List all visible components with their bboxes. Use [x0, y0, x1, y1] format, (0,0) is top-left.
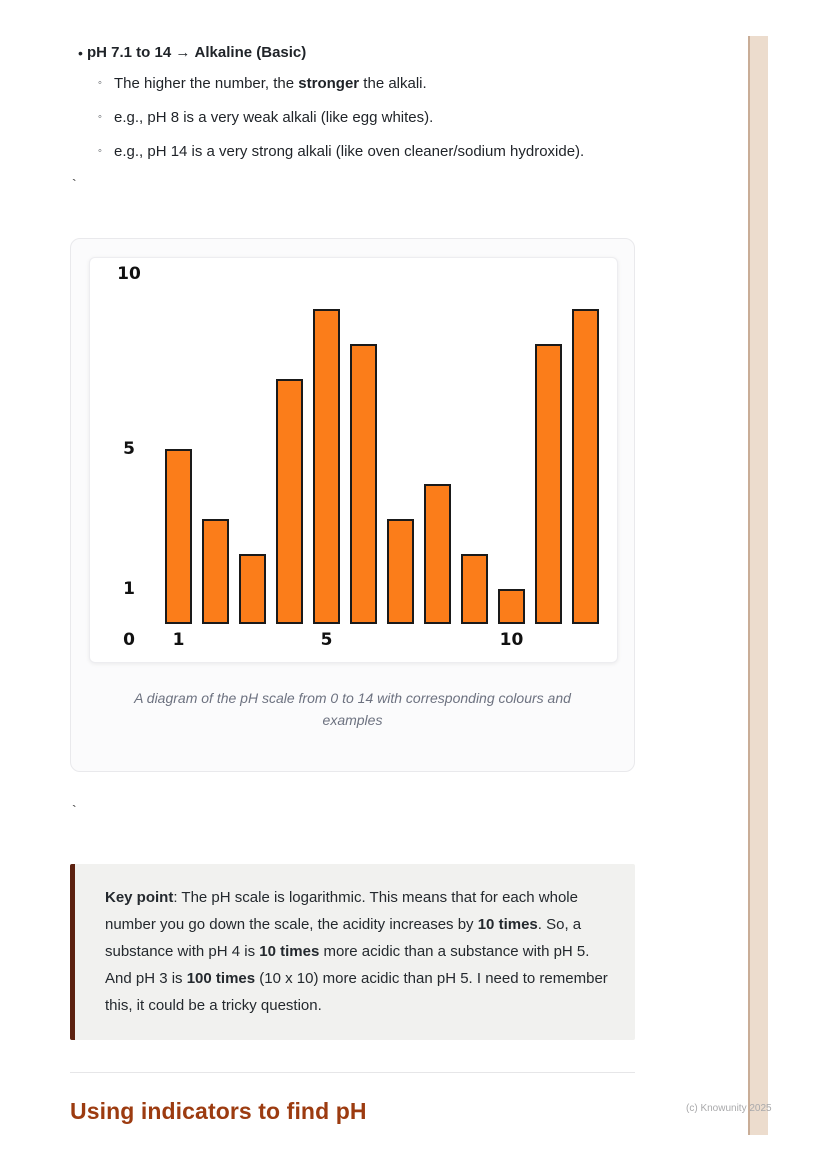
- stray-backtick: `: [72, 802, 77, 818]
- sub-bullet-list: [70, 74, 635, 161]
- bar: [461, 554, 488, 624]
- y-tick-label: 1: [123, 579, 135, 599]
- bold-text: Key point: [105, 889, 174, 906]
- bar-chart: [105, 264, 604, 654]
- bar: [498, 589, 525, 624]
- list-item-text: [87, 44, 306, 62]
- stray-backtick: `: [72, 176, 77, 192]
- bar: [387, 519, 414, 624]
- text: e.g., pH 8 is a very weak alkali (like egg whites).: [114, 109, 434, 126]
- chart-image-card: [89, 257, 618, 663]
- circle-bullet-icon: ◦: [98, 77, 102, 89]
- sub-item-text: [114, 74, 427, 93]
- bar: [350, 344, 377, 624]
- bar-slot: [160, 274, 197, 624]
- section-divider: [70, 1072, 635, 1073]
- bar: [313, 309, 340, 624]
- bar-slot: [419, 274, 456, 624]
- bar-slot: [567, 274, 604, 624]
- sub-list-item: [70, 142, 635, 161]
- document-content: [70, 0, 635, 1125]
- text: The higher the number, the: [114, 75, 299, 92]
- bar: [572, 309, 599, 624]
- sub-item-text: [114, 108, 433, 127]
- bold-text: Alkaline (Basic): [194, 44, 307, 61]
- text: : The pH scale is logarithmic. This means that for each whole number you go down the scale, the acidity increases by: [105, 889, 578, 933]
- text: the alkali.: [359, 75, 427, 92]
- circle-bullet-icon: ◦: [98, 111, 102, 123]
- bar: [276, 379, 303, 624]
- bar: [535, 344, 562, 624]
- chart-plot-area: [160, 274, 604, 624]
- text: (10 x 10) more acidic than pH 5. I need to remember this, it could be a tricky question.: [105, 970, 608, 1014]
- bar-slot: [197, 274, 234, 624]
- text: more acidic than a substance with pH 5. And pH 3 is: [105, 943, 590, 987]
- arrow-glyph: →: [171, 44, 195, 61]
- sub-item-text: [114, 142, 584, 161]
- y-tick-label: 0: [123, 630, 135, 650]
- bar: [202, 519, 229, 624]
- bar: [165, 449, 192, 624]
- bold-text: stronger: [298, 75, 360, 92]
- text: e.g., pH 14 is a very strong alkali (like oven cleaner/sodium hydroxide).: [114, 143, 585, 160]
- bold-text: pH 7.1 to 14: [87, 44, 172, 61]
- bar-slot: [382, 274, 419, 624]
- bar-slot: [234, 274, 271, 624]
- x-tick-label: 5: [320, 630, 333, 650]
- bold-text: 100 times: [186, 970, 256, 987]
- y-tick-label: 5: [123, 439, 135, 459]
- circle-bullet-icon: ◦: [98, 145, 102, 157]
- bar-slot: [271, 274, 308, 624]
- figure-card: [70, 238, 635, 772]
- figure-caption: A diagram of the pH scale from 0 to 14 with corresponding colours and examples: [134, 690, 571, 728]
- watermark-text: (c) Knowunity 2025: [686, 1103, 772, 1114]
- y-tick-label: 10: [117, 264, 141, 284]
- bar-slot: [493, 274, 530, 624]
- bullet-list: [70, 44, 635, 161]
- x-tick-label: 1: [172, 630, 185, 650]
- sub-list-item: [70, 108, 635, 127]
- keypoint-callout: [70, 864, 635, 1040]
- bar-slot: [530, 274, 567, 624]
- bar-slot: [308, 274, 345, 624]
- section-heading: Using indicators to find pH: [70, 1098, 367, 1124]
- text: . So, a substance with pH 4 is: [105, 916, 582, 960]
- bold-text: 10 times: [259, 943, 320, 960]
- bar: [424, 484, 451, 624]
- list-item-alkaline: [70, 44, 635, 62]
- page-edge-strip: [748, 36, 768, 1135]
- bold-text: 10 times: [477, 916, 538, 933]
- sub-list-item: [70, 74, 635, 93]
- bar-slot: [345, 274, 382, 624]
- bullet-icon: •: [78, 45, 83, 61]
- bar-slot: [456, 274, 493, 624]
- x-tick-label: 10: [499, 630, 524, 650]
- bar: [239, 554, 266, 624]
